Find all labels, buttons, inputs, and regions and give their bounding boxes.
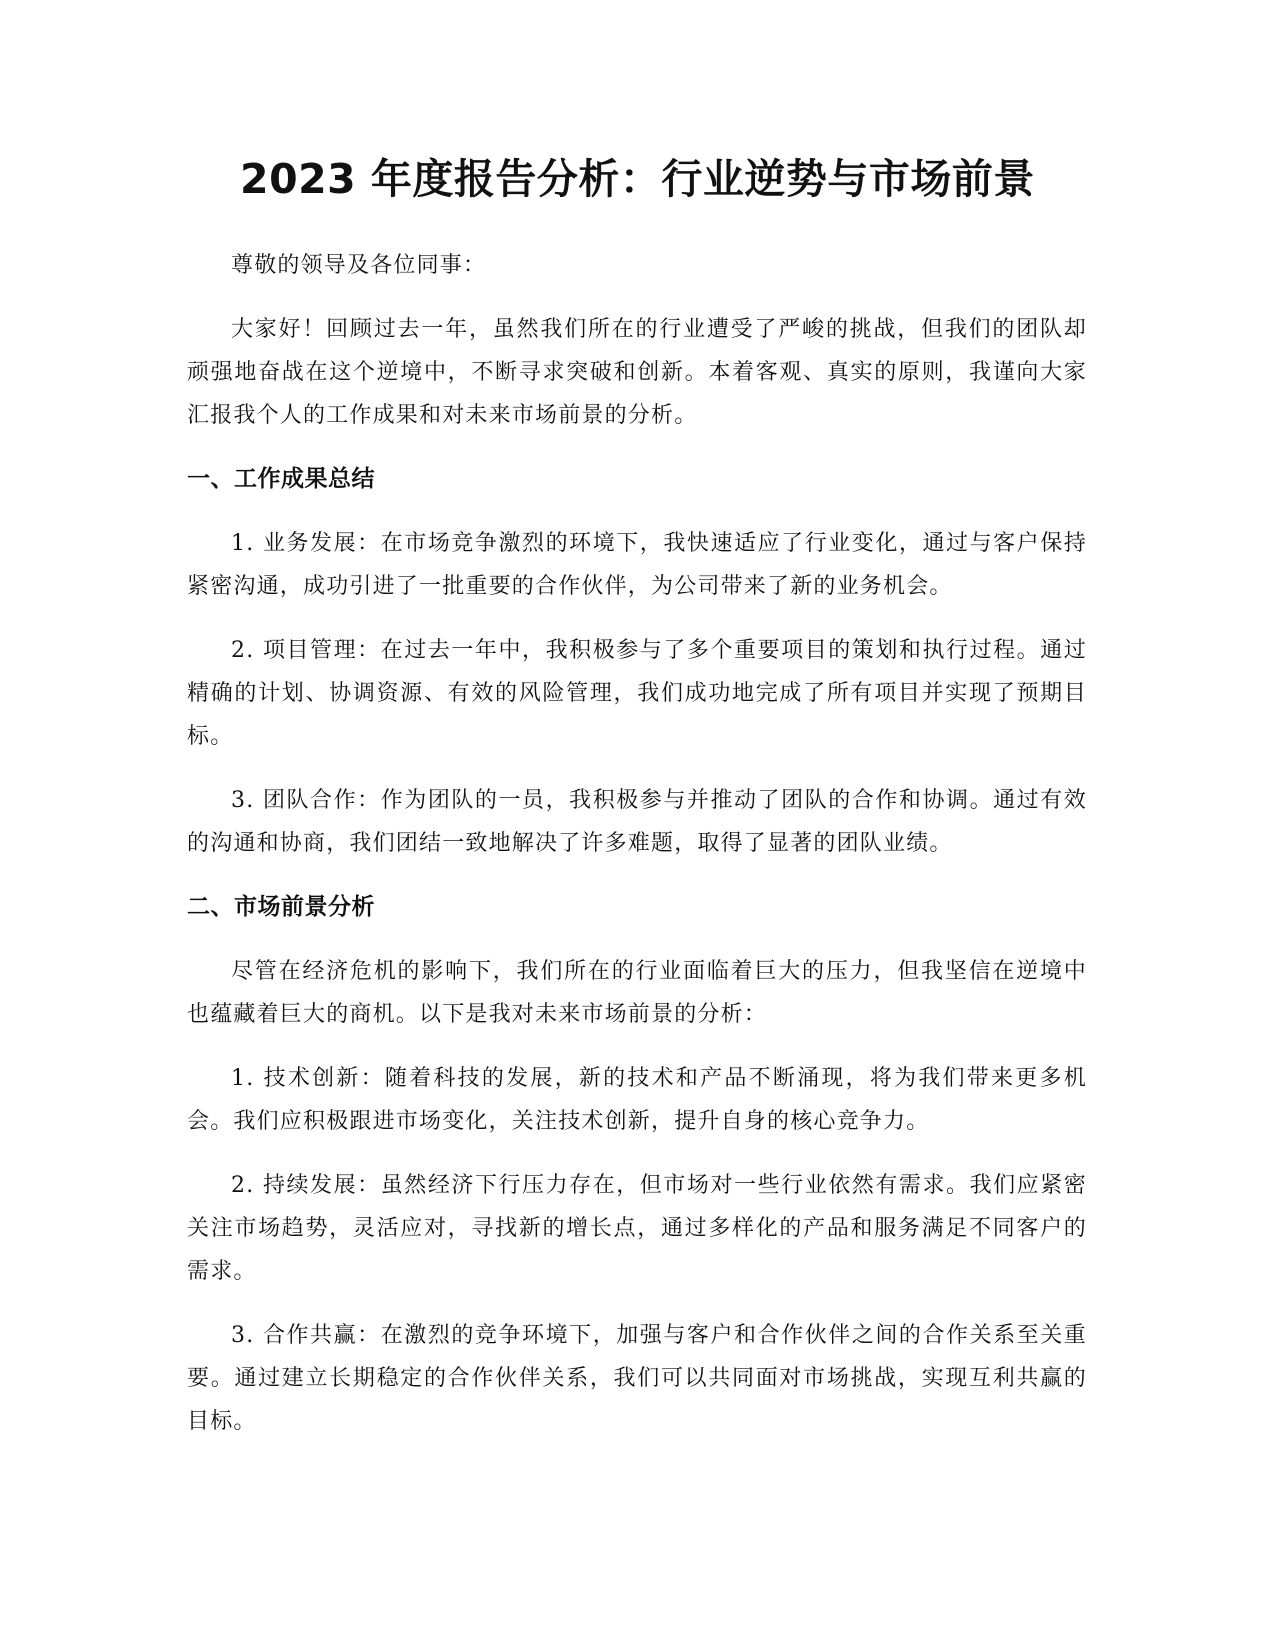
- market-outlook-intro: 尽管在经济危机的影响下，我们所在的行业面临着巨大的压力，但我坚信在逆境中也蕴藏着巨大的商机。以下是我对未来市场前景的分析：: [187, 959, 1087, 1027]
- section-heading-market-outlook: 二、市场前景分析: [187, 894, 375, 920]
- work-result-item: 1. 业务发展：在市场竞争激烈的环境下，我快速适应了行业变化，通过与客户保持紧密沟通，成功引进了一批重要的合作伙伴，为公司带来了新的业务机会。: [187, 531, 1087, 599]
- section-heading-work-results: 一、工作成果总结: [187, 466, 375, 492]
- greeting-paragraph: 尊敬的领导及各位同事：: [231, 253, 487, 278]
- intro-paragraph: 大家好！回顾过去一年，虽然我们所在的行业遭受了严峻的挑战，但我们的团队却顽强地奋战在这个逆境中，不断寻求突破和创新。本着客观、真实的原则，我谨向大家汇报我个人的工作成果和对未来市场前景的分析。: [187, 317, 1087, 428]
- document-body: [187, 244, 1087, 1464]
- market-outlook-item: 2. 持续发展：虽然经济下行压力存在，但市场对一些行业依然有需求。我们应紧密关注市场趋势，灵活应对，寻找新的增长点，通过多样化的产品和服务满足不同客户的需求。: [187, 1173, 1087, 1284]
- work-result-item: 3. 团队合作：作为团队的一员，我积极参与并推动了团队的合作和协调。通过有效的沟通和协商，我们团结一致地解决了许多难题，取得了显著的团队业绩。: [187, 788, 1087, 856]
- document-title: 2023 年度报告分析：行业逆势与市场前景: [240, 155, 1035, 203]
- work-result-item: 2. 项目管理：在过去一年中，我积极参与了多个重要项目的策划和执行过程。通过精确的计划、协调资源、有效的风险管理，我们成功地完成了所有项目并实现了预期目标。: [187, 638, 1087, 749]
- market-outlook-item: 3. 合作共赢：在激烈的竞争环境下，加强与客户和合作伙伴之间的合作关系至关重要。通过建立长期稳定的合作伙伴关系，我们可以共同面对市场挑战，实现互利共赢的目标。: [187, 1323, 1087, 1434]
- market-outlook-item: 1. 技术创新：随着科技的发展，新的技术和产品不断涌现，将为我们带来更多机会。我们应积极跟进市场变化，关注技术创新，提升自身的核心竞争力。: [187, 1066, 1087, 1134]
